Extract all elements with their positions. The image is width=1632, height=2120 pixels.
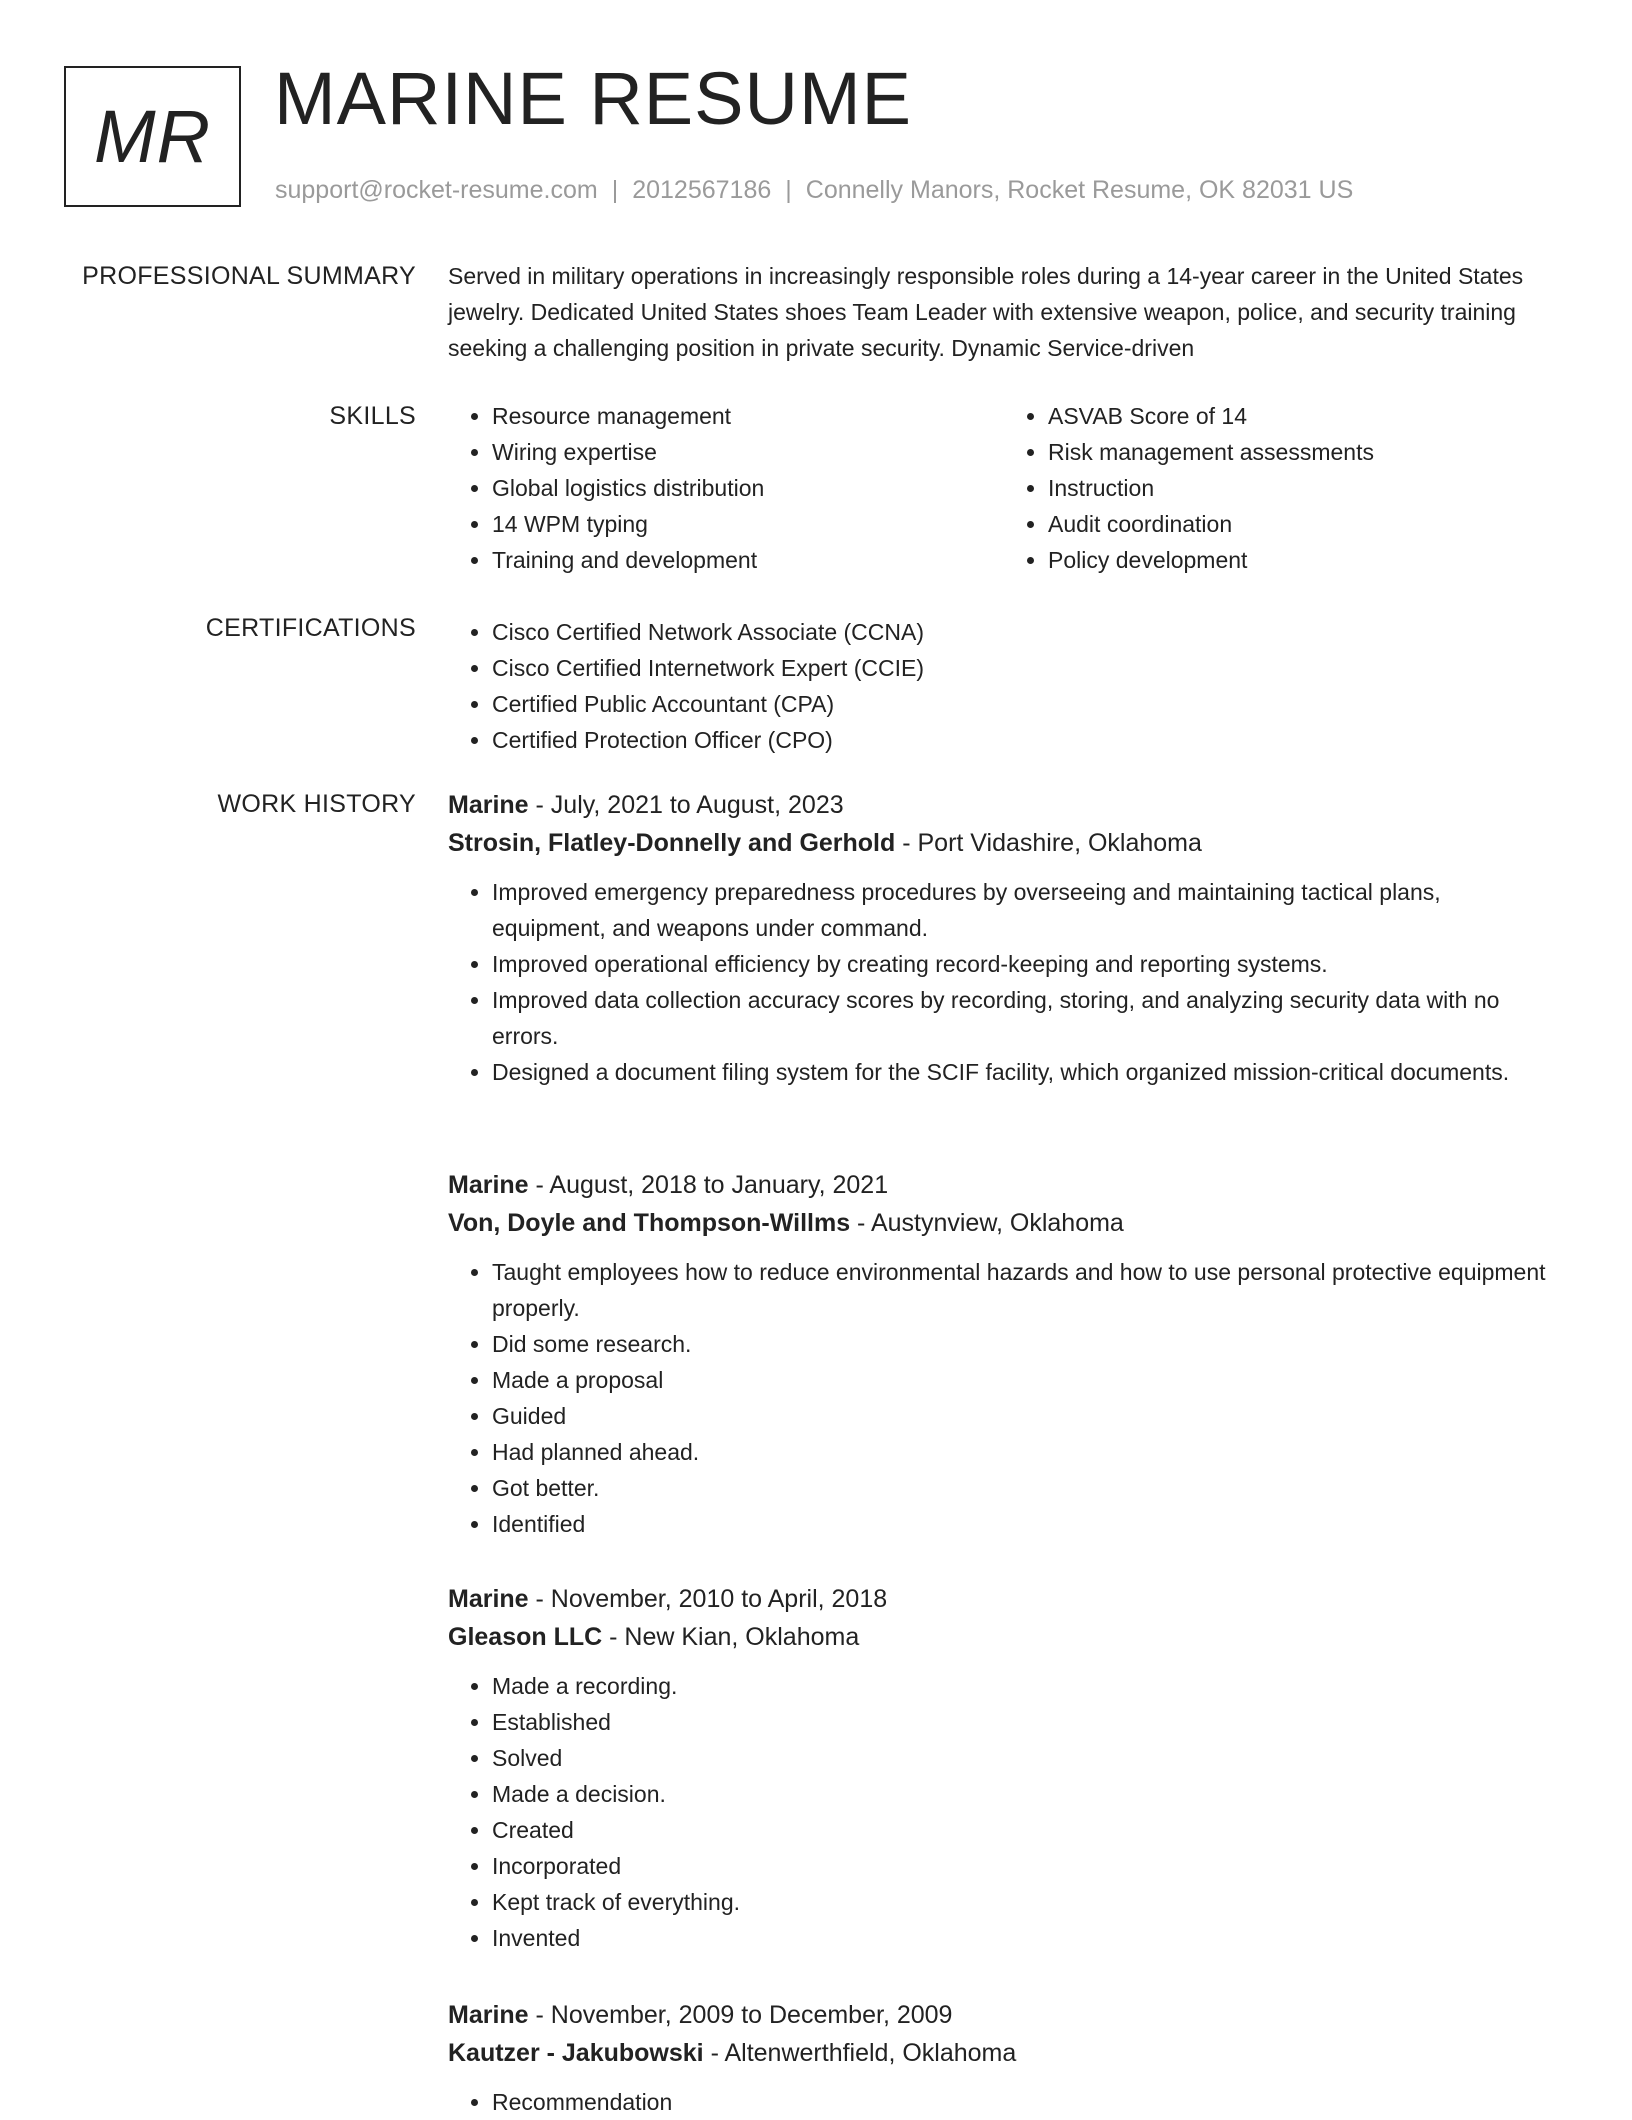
summary-text: Served in military operations in increasingly responsible roles during a 14-year career in the United States jewelry. Dedicated United States shoes Team Leader with extensive weapon, police, and security training seeking a challenging position in private security. Dynamic Service-driven — [448, 263, 1524, 361]
job-bullet: • Created — [492, 1812, 1560, 1848]
contact-line — [275, 176, 1353, 205]
summary-body — [448, 262, 1560, 366]
skill-item: • 14 WPM typing — [492, 506, 1004, 542]
job-bullets — [448, 1668, 1560, 1956]
job-entry — [448, 1166, 1560, 1542]
contact-email: support@rocket-resume.com — [275, 176, 598, 204]
job-dates: - August, 2018 to January, 2021 — [528, 1171, 889, 1199]
job-location: - Port Vidashire, Oklahoma — [895, 829, 1202, 857]
skill-item: • Audit coordination — [1048, 506, 1560, 542]
job-company-line — [448, 824, 1560, 862]
job-company: Gleason LLC — [448, 1623, 603, 1651]
job-company-line — [448, 1204, 1560, 1242]
skill-item: • Resource management — [492, 398, 1004, 434]
job-company-line — [448, 2034, 1560, 2072]
skill-item: • Risk management assessments — [1048, 434, 1560, 470]
job-role: Marine — [448, 1585, 529, 1613]
job-dates: - July, 2021 to August, 2023 — [528, 791, 844, 819]
job-bullets — [448, 2084, 1560, 2120]
job-bullet: • Made a recording. — [492, 1668, 1560, 1704]
skills-list-right — [1004, 398, 1560, 578]
contact-phone: 2012567186 — [632, 176, 772, 204]
certification-item: • Cisco Certified Network Associate (CCNA) — [492, 614, 1560, 650]
job-bullet: • Had planned ahead. — [492, 1434, 1560, 1470]
job-entry — [448, 1996, 1560, 2120]
job-dates: - November, 2010 to April, 2018 — [528, 1585, 888, 1613]
job-company: Strosin, Flatley-Donnelly and Gerhold — [448, 829, 896, 857]
job-location: - Austynview, Oklahoma — [850, 1209, 1124, 1237]
job-title-line — [448, 1996, 1560, 2034]
job-entry — [448, 786, 1560, 1090]
job-bullet: • Taught employees how to reduce environmental hazards and how to use personal protective equipment properly. — [492, 1254, 1560, 1326]
resume-name: MARINE RESUME — [274, 57, 912, 140]
certification-item: • Certified Public Accountant (CPA) — [492, 686, 1560, 722]
job-bullet: • Did some research. — [492, 1326, 1560, 1362]
skill-item: • Global logistics distribution — [492, 470, 1004, 506]
skills-body — [448, 402, 1560, 578]
job-bullet: • Solved — [492, 1740, 1560, 1776]
monogram-box — [64, 66, 241, 207]
skill-item: • Instruction — [1048, 470, 1560, 506]
skills-list-left — [448, 398, 1004, 578]
job-bullet: • Identified — [492, 1506, 1560, 1542]
job-bullet: • Improved operational efficiency by creating record-keeping and reporting systems. — [492, 946, 1560, 982]
job-role: Marine — [448, 791, 529, 819]
job-bullet: • Guided — [492, 1398, 1560, 1434]
job-location: - New Kian, Oklahoma — [602, 1623, 860, 1651]
job-bullet: • Designed a document filing system for the SCIF facility, which organized mission-critical documents. — [492, 1054, 1560, 1090]
monogram-initials: MR — [93, 95, 212, 178]
job-title-line — [448, 786, 1560, 824]
contact-separator: | — [611, 176, 619, 204]
job-title-line — [448, 1166, 1560, 1204]
skills-title: SKILLS — [329, 402, 416, 430]
job-bullet: • Incorporated — [492, 1848, 1560, 1884]
job-role: Marine — [448, 2001, 529, 2029]
job-bullet: • Improved data collection accuracy scores by recording, storing, and analyzing security data with no errors. — [492, 982, 1560, 1054]
job-company: Von, Doyle and Thompson-Willms — [448, 1209, 851, 1237]
certifications-list — [448, 614, 1560, 758]
job-bullet: • Kept track of everything. — [492, 1884, 1560, 1920]
summary-title: PROFESSIONAL SUMMARY — [82, 262, 416, 290]
certification-item: • Certified Protection Officer (CPO) — [492, 722, 1560, 758]
job-bullet: • Invented — [492, 1920, 1560, 1956]
job-bullets — [448, 874, 1560, 1090]
skill-item: • ASVAB Score of 14 — [1048, 398, 1560, 434]
job-bullets — [448, 1254, 1560, 1542]
contact-address: Connelly Manors, Rocket Resume, OK 82031 US — [805, 176, 1354, 204]
job-bullet: • Made a decision. — [492, 1776, 1560, 1812]
job-company-line — [448, 1618, 1560, 1656]
job-location: - Altenwerthfield, Oklahoma — [703, 2039, 1017, 2067]
job-bullet: • Recommendation — [492, 2084, 1560, 2120]
skill-item: • Wiring expertise — [492, 434, 1004, 470]
contact-separator: | — [785, 176, 792, 204]
job-entry — [448, 1580, 1560, 1956]
work-history-title: WORK HISTORY — [217, 790, 416, 818]
skill-item: • Training and development — [492, 542, 1004, 578]
job-bullet: • Made a proposal — [492, 1362, 1560, 1398]
job-company: Kautzer - Jakubowski — [448, 2039, 704, 2067]
job-role: Marine — [448, 1171, 529, 1199]
job-bullet: • Got better. — [492, 1470, 1560, 1506]
job-bullet: • Improved emergency preparedness procedures by overseeing and maintaining tactical plans, equipment, and weapons under command. — [492, 874, 1560, 946]
certification-item: • Cisco Certified Internetwork Expert (CCIE) — [492, 650, 1560, 686]
skill-item: • Policy development — [1048, 542, 1560, 578]
job-bullet: • Established — [492, 1704, 1560, 1740]
job-title-line — [448, 1580, 1560, 1618]
certifications-body — [448, 614, 1560, 758]
certifications-title: CERTIFICATIONS — [205, 614, 416, 642]
job-dates: - November, 2009 to December, 2009 — [528, 2001, 953, 2029]
